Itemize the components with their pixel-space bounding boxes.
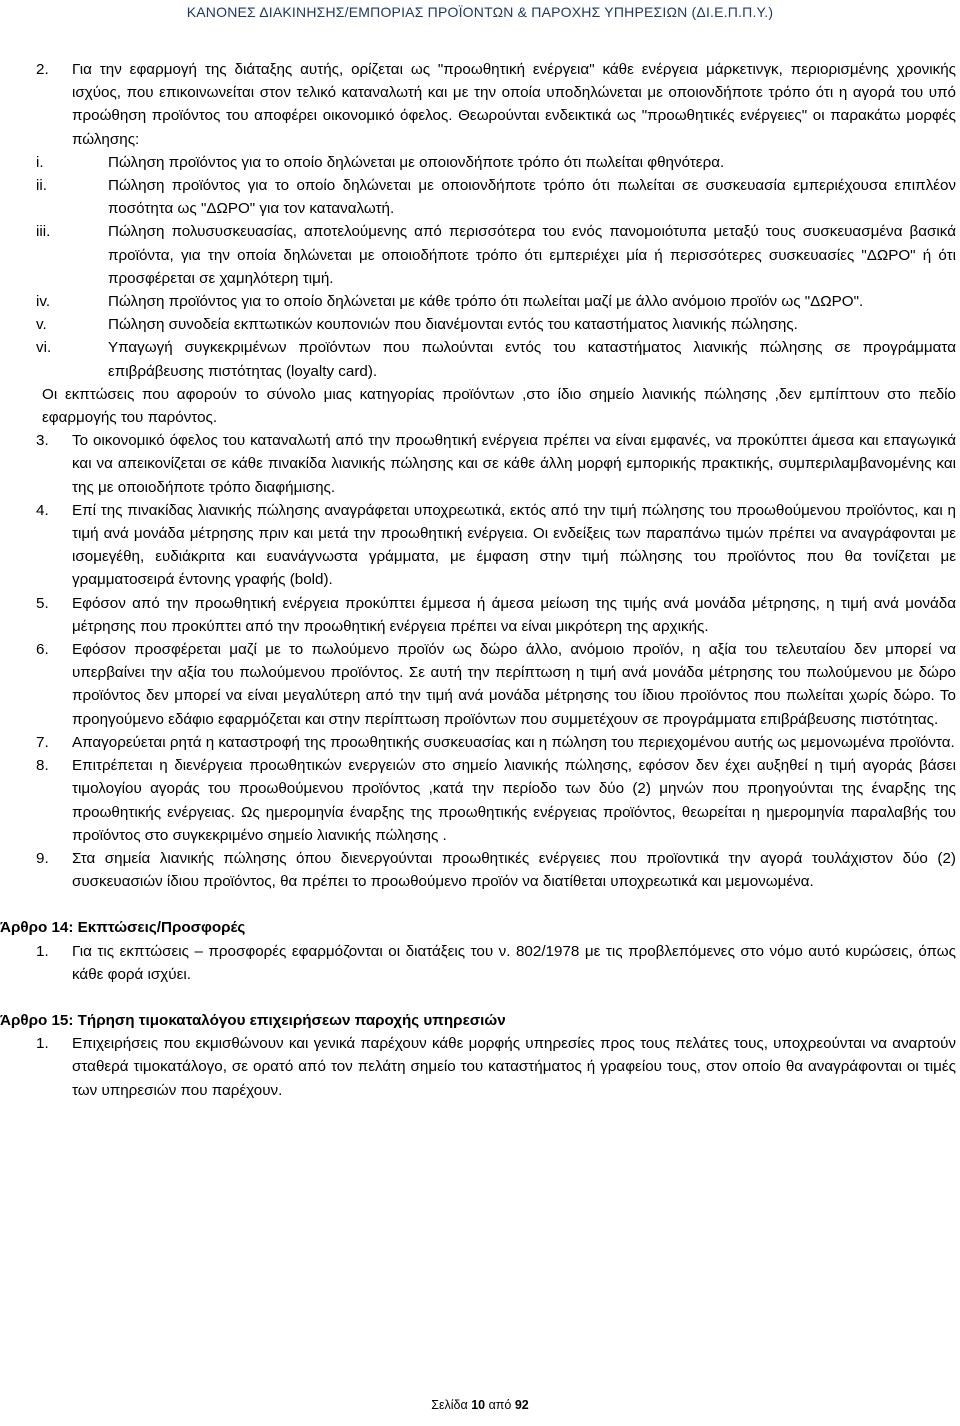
item-text: Επί της πινακίδας λιανικής πώλησης αναγράφεται υποχρεωτικά, εκτός από την τιμή πώλησης του προωθούμενου προϊόντος, και η τιμή ανά μονάδα μέτρησης πριν και μετά την προωθητική ενέργεια. Οι ενδείξεις των παραπάνω τιμών πρέπει να αναγράφονται με ισομεγέθη, ευδιάκριτα και ευανάγνωστα γράμματα, με έμφαση στην τιμή πώλησης του προϊόντος που θα τονίζεται με γραμματοσειρά έντονης γραφής (bold). <box>72 501 956 589</box>
item-number: 8. <box>36 757 49 775</box>
list-item <box>36 847 956 893</box>
roman-text: Πώληση προϊόντος για το οποίο δηλώνεται με κάθε τρόπο ότι πωλείται μαζί με άλλο ανόμοιο προϊόν ως "ΔΩΡΟ". <box>108 293 864 311</box>
roman-number: iii. <box>36 223 51 241</box>
footer-total-pages: 92 <box>514 1398 529 1412</box>
discount-paragraph: Οι εκπτώσεις που αφορούν το σύνολο μιας κατηγορίας προϊόντων ,στο ίδιο σημείο λιανικής πώλησης ,δεν εμπίπτουν στο πεδίο εφαρμογής του παρόντος. <box>42 385 956 427</box>
list-item <box>36 429 956 499</box>
item-text: Για τις εκπτώσεις – προσφορές εφαρμόζονται οι διατάξεις του ν. 802/1978 με τις προβλεπόμενες στο νόμο αυτό κυρώσεις, όπως κάθε φορά ισχύει. <box>72 942 956 983</box>
article-14-title: Άρθρο 14: Εκπτώσεις/Προσφορές <box>0 919 246 937</box>
roman-number: vi. <box>36 339 52 357</box>
roman-item <box>36 290 956 313</box>
item-text: Επιτρέπεται η διενέργεια προωθητικών ενεργειών στο σημείο λιανικής πώλησης, εφόσον δεν έχει αυξηθεί η τιμή αγοράς βάσει τιμολογίου αγοράς του προωθούμενου προϊόντος ,κατά την περίοδο των δύο (2) μηνών που προηγούνται της έναρξης της προωθητικής ενέργειας. Ως ημερομηνία έναρξης της προωθητικής ενέργειας προϊόντος, θεωρείται η ημερομηνία παραλαβής του προϊόντος στο συγκεκριμένο σημείο λιανικής πώλησης . <box>72 757 956 844</box>
item-number: 2. <box>36 61 49 78</box>
item-text: Εφόσον από την προωθητική ενέργεια προκύπτει έμμεσα ή άμεσα μείωση της τιμής ανά μονάδα μέτρησης, η τιμή ανά μονάδα μέτρησης που προκύπτει από την προωθητική ενέργεια πρέπει να είναι μικρότερη της αρχικής. <box>72 594 956 635</box>
item-number: 4. <box>36 501 49 519</box>
footer-mid: από <box>485 1398 515 1412</box>
item-text: Εφόσον προσφέρεται μαζί με το πωλούμενο προϊόν ως δώρο άλλο, ανόμοιο προϊόν, η αξία του τελευταίου δεν μπορεί να υπερβαίνει την αξία του πωλούμενου προϊόντος. Σε αυτή την περίπτωση η τιμή ανά μονάδα μέτρησης του πωλούμενου με δώρο προϊόντος δεν μπορεί να είναι μεγαλύτερη από την τιμή ανά μονάδα μέτρησης του ίδιου προϊόντος που πωλείται χωρίς δώρο. Το προηγούμενο εδάφιο εφαρμόζεται και στην περίπτωση προϊόντων που συμμετέχουν σε προγράμματα επιβράβευσης πιστότητας. <box>72 641 956 728</box>
item-text: Απαγορεύεται ρητά η καταστροφή της προωθητικής συσκευασίας και η πώληση του περιεχομένου αυτής ως μεμονωμένα προϊόντα. <box>72 733 955 751</box>
roman-number: v. <box>36 316 47 334</box>
roman-text: Πώληση προϊόντος για το οποίο δηλώνεται με οποιονδήποτε τρόπο ότι πωλείται φθηνότερα. <box>108 153 725 171</box>
list-item <box>36 1032 956 1102</box>
document-body <box>0 58 956 1102</box>
list-item <box>36 638 956 731</box>
list-item <box>36 940 956 986</box>
item-number: 1. <box>36 1035 49 1053</box>
footer-current-page: 10 <box>471 1398 486 1412</box>
list-item <box>36 592 956 638</box>
roman-text: Πώληση προϊόντος για το οποίο δηλώνεται με οποιονδήποτε τρόπο ότι πωλείται σε συσκευασία εμπεριέχουσα επιπλέον ποσότητα ως "ΔΩΡΟ" για τον καταναλωτή. <box>108 177 956 218</box>
roman-text: Πώληση συνοδεία εκπτωτικών κουπονιών που διανέμονται εντός του καταστήματος λιανικής πώλησης. <box>108 316 798 334</box>
item-number: 9. <box>36 849 49 867</box>
article-15-title: Άρθρο 15: Τήρηση τιμοκαταλόγου επιχειρήσεων παροχής υπηρεσιών <box>0 1011 506 1029</box>
roman-item <box>36 313 956 336</box>
list-item <box>36 499 956 592</box>
item-number: 1. <box>36 942 49 960</box>
roman-text: Πώληση πολυσυσκευασίας, αποτελούμενης από περισσότερα του ενός πανομοιότυπα μεταξύ τους συσκευασμένα βασικά προϊόντα, για την οποία δηλώνεται με οποιοδήποτε τρόπο ότι εμπεριέχει μία ή περισσότερες συσκευασίες "ΔΩΡΟ" ή ότι προσφέρεται σε χαμηλότερη τιμή. <box>108 223 956 287</box>
roman-item <box>36 151 956 174</box>
roman-number: ii. <box>36 177 47 195</box>
item-number: 5. <box>36 594 49 612</box>
roman-item <box>36 220 956 290</box>
item-text: Στα σημεία λιανικής πώλησης όπου διενεργούνται προωθητικές ενέργειες που προϊοντικά την αγορά τουλάχιστον δύο (2) συσκευασιών ίδιου προϊόντος, θα πρέπει το προωθούμενο προϊόν να διατίθεται υποχρεωτικά και μεμονωμένα. <box>72 849 956 891</box>
roman-text: Υπαγωγή συγκεκριμένων προϊόντων που πωλούνται εντός του καταστήματος λιανικής πώλησης σε προγράμματα επιβράβευσης πιστότητας (loyalty card). <box>108 339 956 380</box>
roman-item <box>36 174 956 220</box>
item-text: Για την εφαρμογή της διάταξης αυτής, ορίζεται ως "προωθητική ενέργεια" κάθε ενέργεια μάρκετινγκ, περιορισμένης χρονικής ισχύος, που επικοινωνείται στον τελικό καταναλωτή και με την οποία υποδηλώνεται με οποιονδήποτε τρόπο ότι η αγορά του υπό προώθηση προϊόντος του αποφέρει οικονομικό όφελος. Θεωρούνται ενδεικτικά ως "προωθητικές ενέργειες" οι παρακάτω μορφές πώλησης: <box>72 61 956 148</box>
roman-number: iv. <box>36 293 51 311</box>
list-item <box>36 58 956 151</box>
page-footer <box>0 1398 960 1412</box>
roman-item <box>36 336 956 382</box>
list-item <box>36 754 956 847</box>
item-text: Το οικονομικό όφελος του καταναλωτή από την προωθητική ενέργεια πρέπει να είναι εμφανές, να προκύπτει άμεσα και επαγωγικά και να απεικονίζεται σε κάθε πινακίδα λιανικής πώλησης και σε κάθε άλλη μορφή εμπορικής πρακτικής, συμπεριλαμβανομένης και της με οποιοδήποτε τρόπο διαφήμισης. <box>72 432 956 496</box>
footer-prefix: Σελίδα <box>431 1398 472 1412</box>
page-header: ΚΑΝΟΝΕΣ ΔΙΑΚΙΝΗΣΗΣ/ΕΜΠΟΡΙΑΣ ΠΡΟΪΟΝΤΩΝ & ΠΑΡΟΧΗΣ ΥΠΗΡΕΣΙΩΝ (ΔΙ.Ε.Π.Π.Υ.) <box>186 4 774 20</box>
list-item <box>36 731 956 754</box>
item-number: 3. <box>36 432 49 450</box>
item-number: 6. <box>36 641 49 659</box>
item-text: Επιχειρήσεις που εκμισθώνουν και γενικά παρέχουν κάθε μορφής υπηρεσίες προς τους πελάτες τους, υποχρεούνται να αναρτούν σταθερά τιμοκατάλογο, σε ορατό από τον πελάτη σημείο του καταστήματος ή γραφείου τους, στον οποίο θα αναγράφονται οι τιμές των υπηρεσιών που παρέχουν. <box>72 1035 956 1099</box>
item-number: 7. <box>36 733 49 751</box>
roman-number: i. <box>36 153 44 171</box>
